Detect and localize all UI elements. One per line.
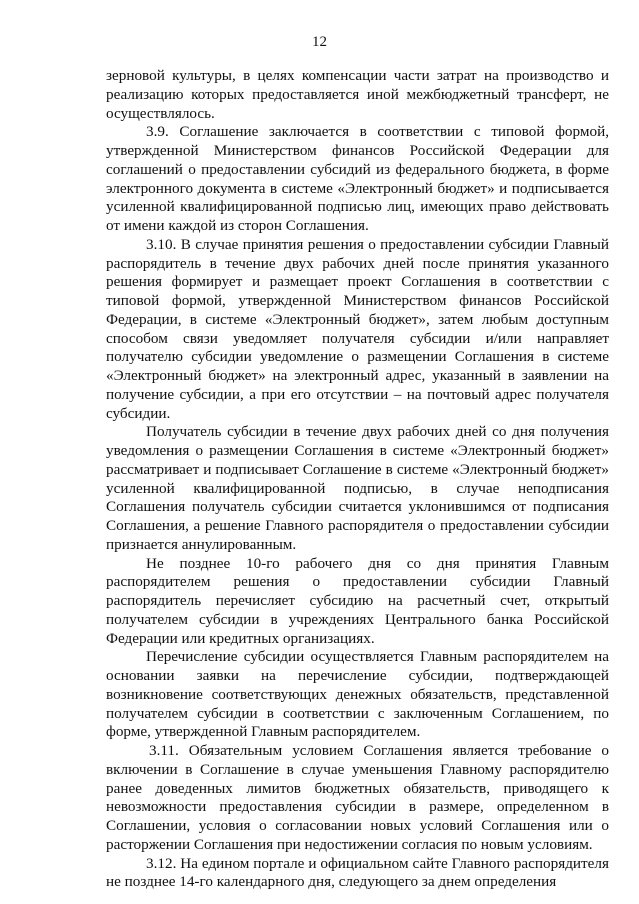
paragraph-transfer-deadline: Не позднее 10-го рабочего дня со дня принятия Главным распорядителем решения о предоставлении субсидии Главный распорядитель перечисляет субсидию на расчетный счет, открытый получателем субсидии в учреждениях Центрального банка Российской Федерации или кредитных организациях.	[106, 554, 609, 647]
paragraph-transfer-basis: Перечисление субсидии осуществляется Главным распорядителем на основании заявки на перечисление субсидии, подтверждающей возникновение соответствующих денежных обязательств, представленной получателем субсидии в соответствии с заключенным Соглашением, по форме, утвержденной Главным распорядителем.	[106, 648, 609, 741]
paragraph-continuation: зерновой культуры, в целях компенсации части затрат на производство и реализацию которых предоставляется иной межбюджетный трансферт, не осуществлялось.	[106, 67, 609, 122]
paragraph-3-9: 3.9. Соглашение заключается в соответствии с типовой формой, утвержденной Министерством финансов Российской Федерации для соглашений о предоставлении субсидий из федерального бюджета, в форме электронного документа в системе «Электронный бюджет» и подписывается усиленной квалифицированной подписью лиц, имеющих право действовать от имени каждой из сторон Соглашения.	[106, 123, 609, 234]
paragraph-3-11: 3.11. Обязательным условием Соглашения является требование о включении в Соглашение в случае уменьшения Главному распорядителю ранее доведенных лимитов бюджетных обязательств, приводящего к невозможности предоставления субсидии в размере, определенном в Соглашении, условия о согласовании новых условий Соглашения или о расторжении Соглашения при недостижении согласия по новым условиям.	[106, 742, 609, 853]
paragraph-3-10: 3.10. В случае принятия решения о предоставлении субсидии Главный распорядитель в течение двух рабочих дней после принятия указанного решения формирует и размещает проект Соглашения в соответствии с типовой формой, утвержденной Министерством финансов Российской Федерации, в системе «Электронный бюджет», затем любым доступным способом связи уведомляет получателя субсидии и/или направляет получателю субсидии уведомление о размещении Соглашения в системе «Электронный бюджет» на электронный адрес, указанный в заявлении на получение субсидии, а при его отсутствии – на почтовый адрес получателя субсидии.	[106, 235, 609, 422]
page-number: 12	[312, 34, 327, 50]
document-body	[106, 67, 609, 892]
paragraph-3-12: 3.12. На едином портале и официальном сайте Главного распорядителя не позднее 14-го календарного дня, следующего за днем определения	[106, 854, 609, 891]
paragraph-signing: Получатель субсидии в течение двух рабочих дней со дня получения уведомления о размещении Соглашения в системе «Электронный бюджет» рассматривает и подписывает Соглашение в системе «Электронный бюджет» усиленной квалифицированной подписью, в случае неподписания Соглашения получатель субсидии считается уклонившимся от подписания Соглашения, а решение Главного распорядителя о предоставлении субсидии признается аннулированным.	[106, 423, 609, 553]
